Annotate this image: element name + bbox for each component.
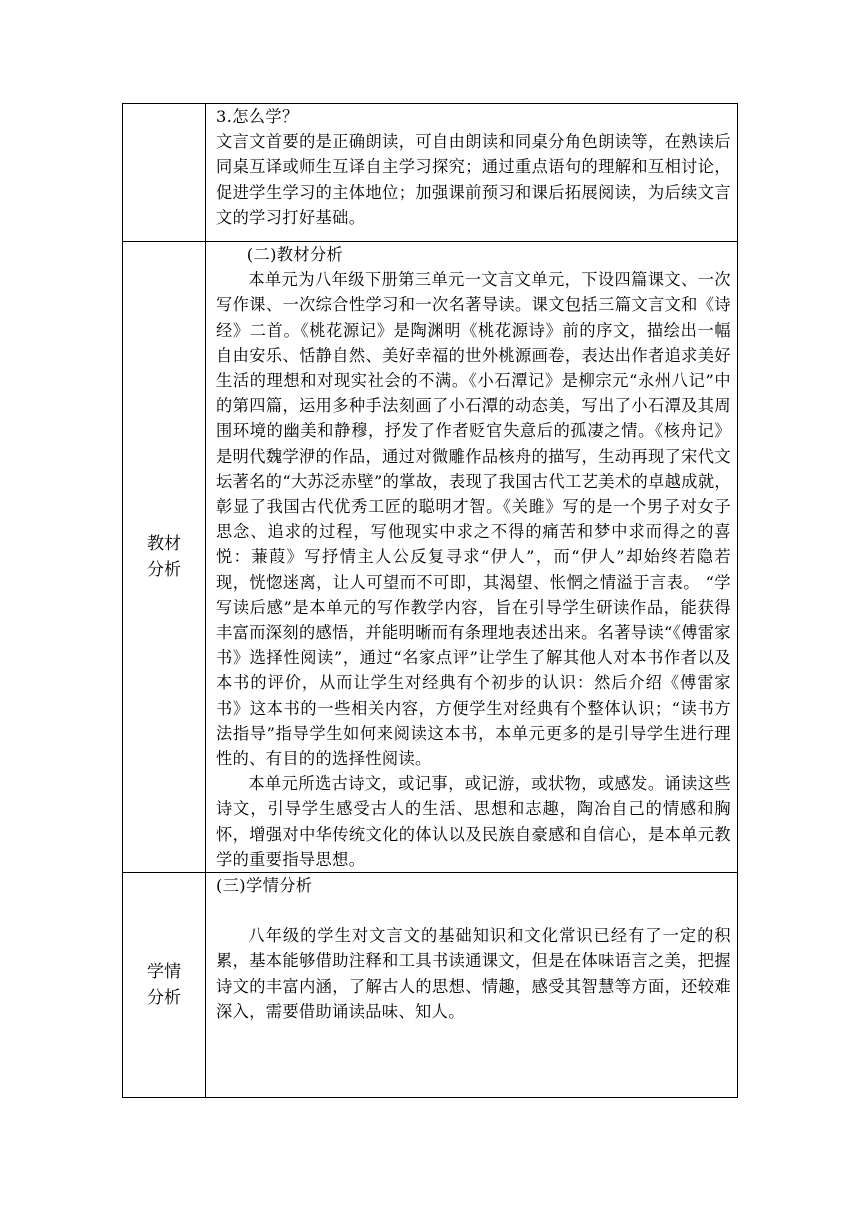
table-row-student-analysis: [123, 873, 738, 1098]
table-row-textbook-analysis: [123, 242, 738, 873]
textbook-analysis-paragraph-2: 本单元所选古诗文，或记事，或记游，或状物，或感发。诵读这些诗文，引导学生感受古人的生活、思想和志趣，陶冶自己的情感和胸怀，增强对中华传统文化的体认以及民族自豪感和自信心，是本单元教学的重要指导思想。: [216, 774, 731, 869]
textbook-analysis-paragraph-1: 本单元为八年级下册第三单元一文言文单元，下设四篇课文、一次写作课、一次综合性学习和一次名著导读。课文包括三篇文言文和《诗经》二首。《桃花源记》是陶渊明《桃花源诗》前的序文，描绘出一幅自由安乐、恬静自然、美好幸福的世外桃源画卷，表达出作者追求美好生活的理想和对现实社会的不满。《小石潭记》是柳宗元“永州八记”中的第四篇，运用多种手法刻画了小石潭的动态美，写出了小石潭及其周围环境的幽美和静穆，抒发了作者贬官失意后的孤凄之情。《核舟记》是明代魏学洢的作品，通过对微雕作品核舟的描写，生动再现了宋代文坛著名的“大苏泛赤壁”的掌故，表现了我国古代工艺美术的卓越成就，彰显了我国古代优秀工匠的聪明才智。《关雎》写的是一个男子对女子思念、追求的过程，写他现实中求之不得的痛苦和梦中求而得之的喜悦：蒹葭》写抒情主人公反复寻求“伊人”，而“伊人”却始终若隐若现，恍惚迷离，让人可望而不可即，其渴望、怅惘之情溢于言表。 “学写读后感”是本单元的写作教学内容，旨在引导学生研读作品，能获得丰富而深刻的感悟，并能明晰而有条理地表述出来。名著导读“《傅雷家书》选择性阅读”，通过“名家点评”让学生了解其他人对本书作者以及本书的评价，从而让学生对经典有个初步的认识：然后介绍《傅雷家书》这本书的一些相关内容，方便学生对经典有个整体认识；“读书方法指导”指导学生如何来阅读这本书，本单元更多的是引导学生进行理性的、有目的的选择性阅读。: [216, 270, 731, 769]
student-analysis-paragraph: 八年级的学生对文言文的基础知识和文化常识已经有了一定的积累，基本能够借助注释和工具书读通课文，但是在体味语言之美，把握诗文的丰富内涵，了解古人的思想、情趣，感受其智慧等方面，还较难深入，需要借助诵读品味、知人。: [216, 926, 731, 1021]
student-analysis-heading: (三)学情分析: [216, 876, 313, 896]
student-analysis-label: [123, 873, 206, 1098]
blank-line: [216, 898, 731, 923]
student-analysis-label-line2: 分析: [147, 988, 181, 1009]
student-analysis-label-line1: 学情: [147, 962, 181, 983]
row-label-empty: [123, 104, 206, 242]
student-analysis-cell: [206, 873, 738, 1098]
textbook-analysis-cell: [206, 242, 738, 873]
lesson-plan-table: [122, 103, 738, 1098]
table-row-learning-method: [123, 104, 738, 242]
textbook-analysis-label-line1: 教材: [147, 534, 181, 555]
learning-method-cell: [206, 104, 738, 242]
textbook-analysis-label: [123, 242, 206, 873]
learning-method-heading: 3.怎么学？: [216, 107, 299, 126]
textbook-analysis-heading: (二)教材分析: [246, 245, 344, 264]
learning-method-paragraph: 文言文首要的是正确朗读，可自由朗读和同桌分角色朗读等，在熟读后同桌互译或师生互译自主学习探究；通过重点语句的理解和互相讨论，促进学生学习的主体地位；加强课前预习和课后拓展阅读，为后续文言文的学习打好基础。: [216, 132, 731, 227]
textbook-analysis-label-line2: 分析: [147, 560, 181, 581]
